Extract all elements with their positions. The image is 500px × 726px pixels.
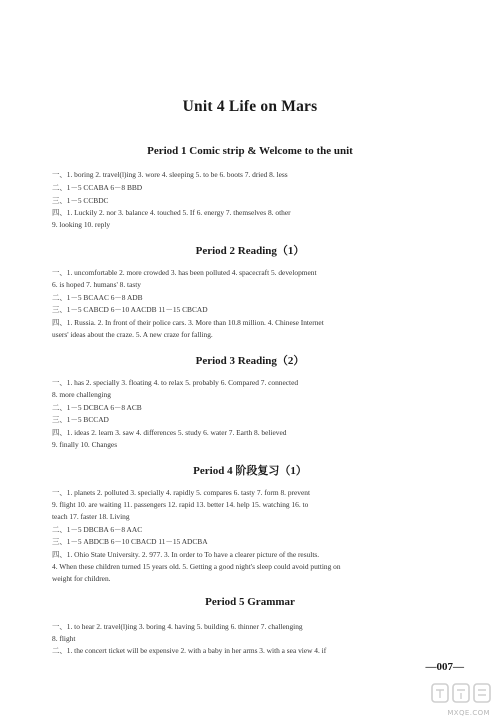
answer-line: 9. looking 10. reply	[52, 220, 111, 229]
answer-line: 三、1－5 CCBDC	[52, 196, 109, 205]
answer-line: 一、1. planets 2. polluted 3. specially 4. rapidly 5. compares 6. tasty 7. form 8. prevent	[52, 488, 311, 497]
answer-line: 二、1. the concert ticket will be expensive 2. with a baby in her arms 3. with a sea view 4. if	[52, 646, 327, 655]
answer-line: weight for children.	[52, 574, 111, 583]
answer-line: 二、1－5 CCABA 6－8 BBD	[52, 183, 143, 192]
period-5-title: Period 5 Grammar	[205, 596, 295, 608]
answer-line: 二、1－5 DBCBA 6－8 AAC	[52, 525, 143, 534]
answer-line: 三、1－5 BCCAD	[52, 415, 109, 424]
answer-line: 4. When these children turned 15 years old. 5. Getting a good night's sleep could avoid putting on	[52, 562, 341, 571]
period-3-title: Period 3 Reading（2）	[195, 355, 305, 367]
watermark-text: MXQE.COM	[447, 709, 490, 717]
answer-line: 一、1. has 2. specially 3. floating 4. to relax 5. probably 6. Compared 7. connected	[52, 378, 299, 387]
period-1-title: Period 1 Comic strip & Welcome to the unit	[147, 145, 353, 157]
unit-title: Unit 4 Life on Mars	[182, 98, 318, 115]
answer-line: 四、1. Luckily 2. nor 3. balance 4. touched 5. If 6. energy 7. themselves 8. other	[52, 208, 291, 217]
answer-line: 一、1. boring 2. travel(l)ing 3. wore 4. sleeping 5. to be 6. boots 7. dried 8. less	[52, 170, 288, 179]
answer-line: 一、1. to hear 2. travel(l)ing 3. boring 4. having 5. building 6. thinner 7. challenging	[52, 622, 303, 631]
answer-line: 8. flight	[52, 634, 76, 643]
answer-line: 8. more challenging	[52, 390, 111, 399]
answer-line: 二、1－5 DCBCA 6－8 ACB	[52, 403, 142, 412]
period-4-title: Period 4 阶段复习（1）	[193, 465, 307, 477]
answer-line: 6. is hoped 7. humans' 8. tasty	[52, 280, 141, 289]
answer-line: 一、1. uncomfortable 2. more crowded 3. has been polluted 4. spacecraft 5. development	[52, 268, 317, 277]
answer-line: 三、1－5 CABCD 6－10 AACDB 11－15 CBCAD	[52, 305, 208, 314]
answer-line: 四、1. ideas 2. learn 3. saw 4. differences 5. study 6. water 7. Earth 8. believed	[52, 428, 287, 437]
answer-line: 三、1－5 ABDCB 6－10 CBACD 11－15 ADCBA	[52, 537, 208, 546]
answer-line: 二、1－5 BCAAC 6－8 ADB	[52, 293, 143, 302]
answer-line: users' ideas about the craze. 5. A new craze for falling.	[52, 330, 213, 339]
answer-line: 四、1. Russia. 2. In front of their police cars. 3. More than 10.8 million. 4. Chinese Internet	[52, 318, 324, 327]
watermark-logo	[426, 681, 496, 721]
answer-line: 9. finally 10. Changes	[52, 440, 118, 449]
period-2-title: Period 2 Reading（1）	[195, 245, 305, 257]
page-number: —007—	[425, 661, 464, 673]
answer-line: teach 17. faster 18. Living	[52, 512, 130, 521]
answer-line: 9. flight 10. are waiting 11. passengers 12. rapid 13. better 14. help 15. watching 16. to	[52, 500, 309, 509]
answer-line: 四、1. Ohio State University. 2. 977. 3. In order to To have a clearer picture of the results.	[52, 550, 320, 559]
